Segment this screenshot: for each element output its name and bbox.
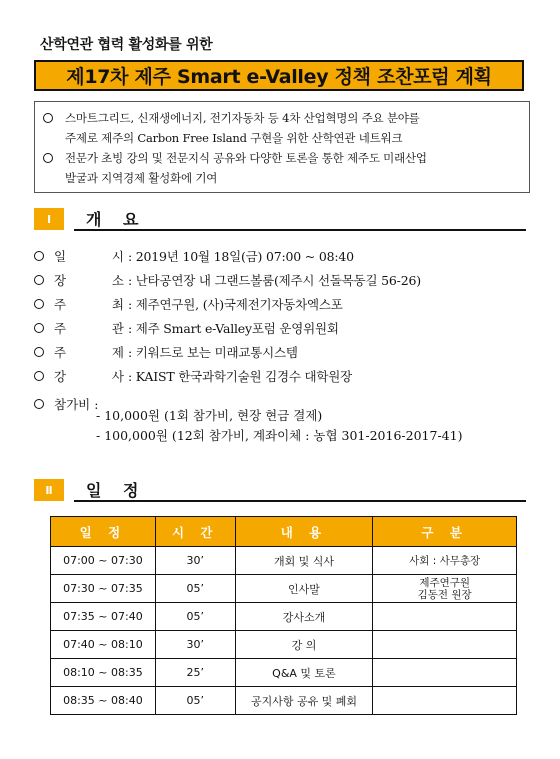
content-cell: 인사말: [235, 575, 373, 603]
circle-bullet-icon: [43, 113, 53, 123]
purpose-line: 전문가 초빙 강의 및 전문지식 공유와 다양한 토론을 통한 제주도 미래산업: [65, 151, 427, 165]
overview-row: [34, 364, 421, 388]
overview-label: 주 제: [54, 345, 124, 360]
overview-row: [34, 340, 421, 364]
section-number: Ⅰ: [34, 208, 64, 230]
overview-value: : 제주연구원, (사)국제전기자동차엑스포: [128, 297, 343, 312]
overview-label: 강 사: [54, 369, 124, 384]
table-row: [51, 659, 517, 687]
content-cell: 공지사항 공유 및 폐회: [235, 687, 373, 715]
column-header: 구 분: [373, 517, 517, 547]
table-row: [51, 687, 517, 715]
duration-cell: 25’: [155, 659, 235, 687]
table-row: [51, 631, 517, 659]
overview-value: : 제주 Smart e-Valley포럼 운영위원회: [128, 321, 339, 336]
time-cell: 07:00 ~ 07:30: [51, 547, 156, 575]
content-cell: 개회 및 식사: [235, 547, 373, 575]
overview-row: [34, 268, 421, 292]
content-cell: Q&A 및 토론: [235, 659, 373, 687]
fee-item: - 10,000원 (1회 참가비, 현장 현금 결제): [96, 408, 323, 423]
time-cell: 07:35 ~ 07:40: [51, 603, 156, 631]
page-subtitle: 산학연관 협력 활성화를 위한: [40, 37, 213, 53]
circle-bullet-icon: [34, 399, 44, 409]
time-cell: 07:40 ~ 08:10: [51, 631, 156, 659]
circle-bullet-icon: [34, 251, 44, 261]
overview-value: : 2019년 10월 18일(금) 07:00 ~ 08:40: [128, 249, 354, 264]
purpose-line: 발굴과 지역경제 활성화에 기여: [65, 171, 218, 185]
overview-row: [34, 316, 421, 340]
overview-label: 장 소: [54, 273, 124, 288]
note-cell: [373, 631, 517, 659]
purpose-item: [43, 148, 521, 188]
circle-bullet-icon: [34, 371, 44, 381]
circle-bullet-icon: [34, 323, 44, 333]
section-schedule-header: [34, 478, 526, 502]
table-row: [51, 575, 517, 603]
column-header: 시 간: [155, 517, 235, 547]
circle-bullet-icon: [34, 347, 44, 357]
overview-label: 주 최: [54, 297, 124, 312]
note-cell: 사회 : 사무총장: [373, 547, 517, 575]
duration-cell: 30’: [155, 547, 235, 575]
column-header: 일 정: [51, 517, 156, 547]
fee-list: [96, 406, 462, 446]
overview-label: 일 시: [54, 249, 124, 264]
content-cell: 강사소개: [235, 603, 373, 631]
purpose-item: [43, 108, 521, 148]
fee-label: 참가비 :: [54, 397, 99, 412]
overview-value: : 난타공연장 내 그랜드볼룸(제주시 선돌목동길 56-26): [128, 273, 421, 288]
duration-cell: 05’: [155, 575, 235, 603]
table-header-row: [51, 517, 517, 547]
circle-bullet-icon: [43, 153, 53, 163]
purpose-line: 주제로 제주의 Carbon Free Island 구현을 위한 산학연관 네트워크: [65, 131, 403, 145]
note-cell: [373, 603, 517, 631]
time-cell: 08:10 ~ 08:35: [51, 659, 156, 687]
note-cell: 제주연구원 김동전 원장: [373, 575, 517, 603]
overview-row: [34, 244, 421, 268]
duration-cell: 05’: [155, 687, 235, 715]
overview-value: : 키워드로 보는 미래교통시스템: [128, 345, 298, 360]
section-overview-header: [34, 207, 526, 231]
time-cell: 07:30 ~ 07:35: [51, 575, 156, 603]
section-title: 일 정: [74, 478, 526, 502]
overview-list: [34, 244, 421, 416]
note-cell: [373, 687, 517, 715]
overview-row: [34, 292, 421, 316]
table-row: [51, 603, 517, 631]
section-number: Ⅱ: [34, 479, 64, 501]
page-title: 제17차 제주 Smart e-Valley 정책 조찬포럼 계획: [34, 60, 524, 91]
column-header: 내 용: [235, 517, 373, 547]
circle-bullet-icon: [34, 299, 44, 309]
section-title: 개 요: [74, 207, 526, 231]
overview-value: : KAIST 한국과학기술원 김경수 대학원장: [128, 369, 353, 384]
circle-bullet-icon: [34, 275, 44, 285]
duration-cell: 30’: [155, 631, 235, 659]
purpose-line: 스마트그리드, 신재생에너지, 전기자동차 등 4차 산업혁명의 주요 분야를: [65, 111, 420, 125]
fee-item: - 100,000원 (12회 참가비, 계좌이체 : 농협 301-2016-2017-41): [96, 428, 463, 443]
duration-cell: 05’: [155, 603, 235, 631]
table-row: [51, 547, 517, 575]
purpose-box: [34, 101, 530, 193]
overview-label: 주 관: [54, 321, 124, 336]
note-cell: [373, 659, 517, 687]
content-cell: 강 의: [235, 631, 373, 659]
schedule-table: [50, 516, 517, 715]
time-cell: 08:35 ~ 08:40: [51, 687, 156, 715]
